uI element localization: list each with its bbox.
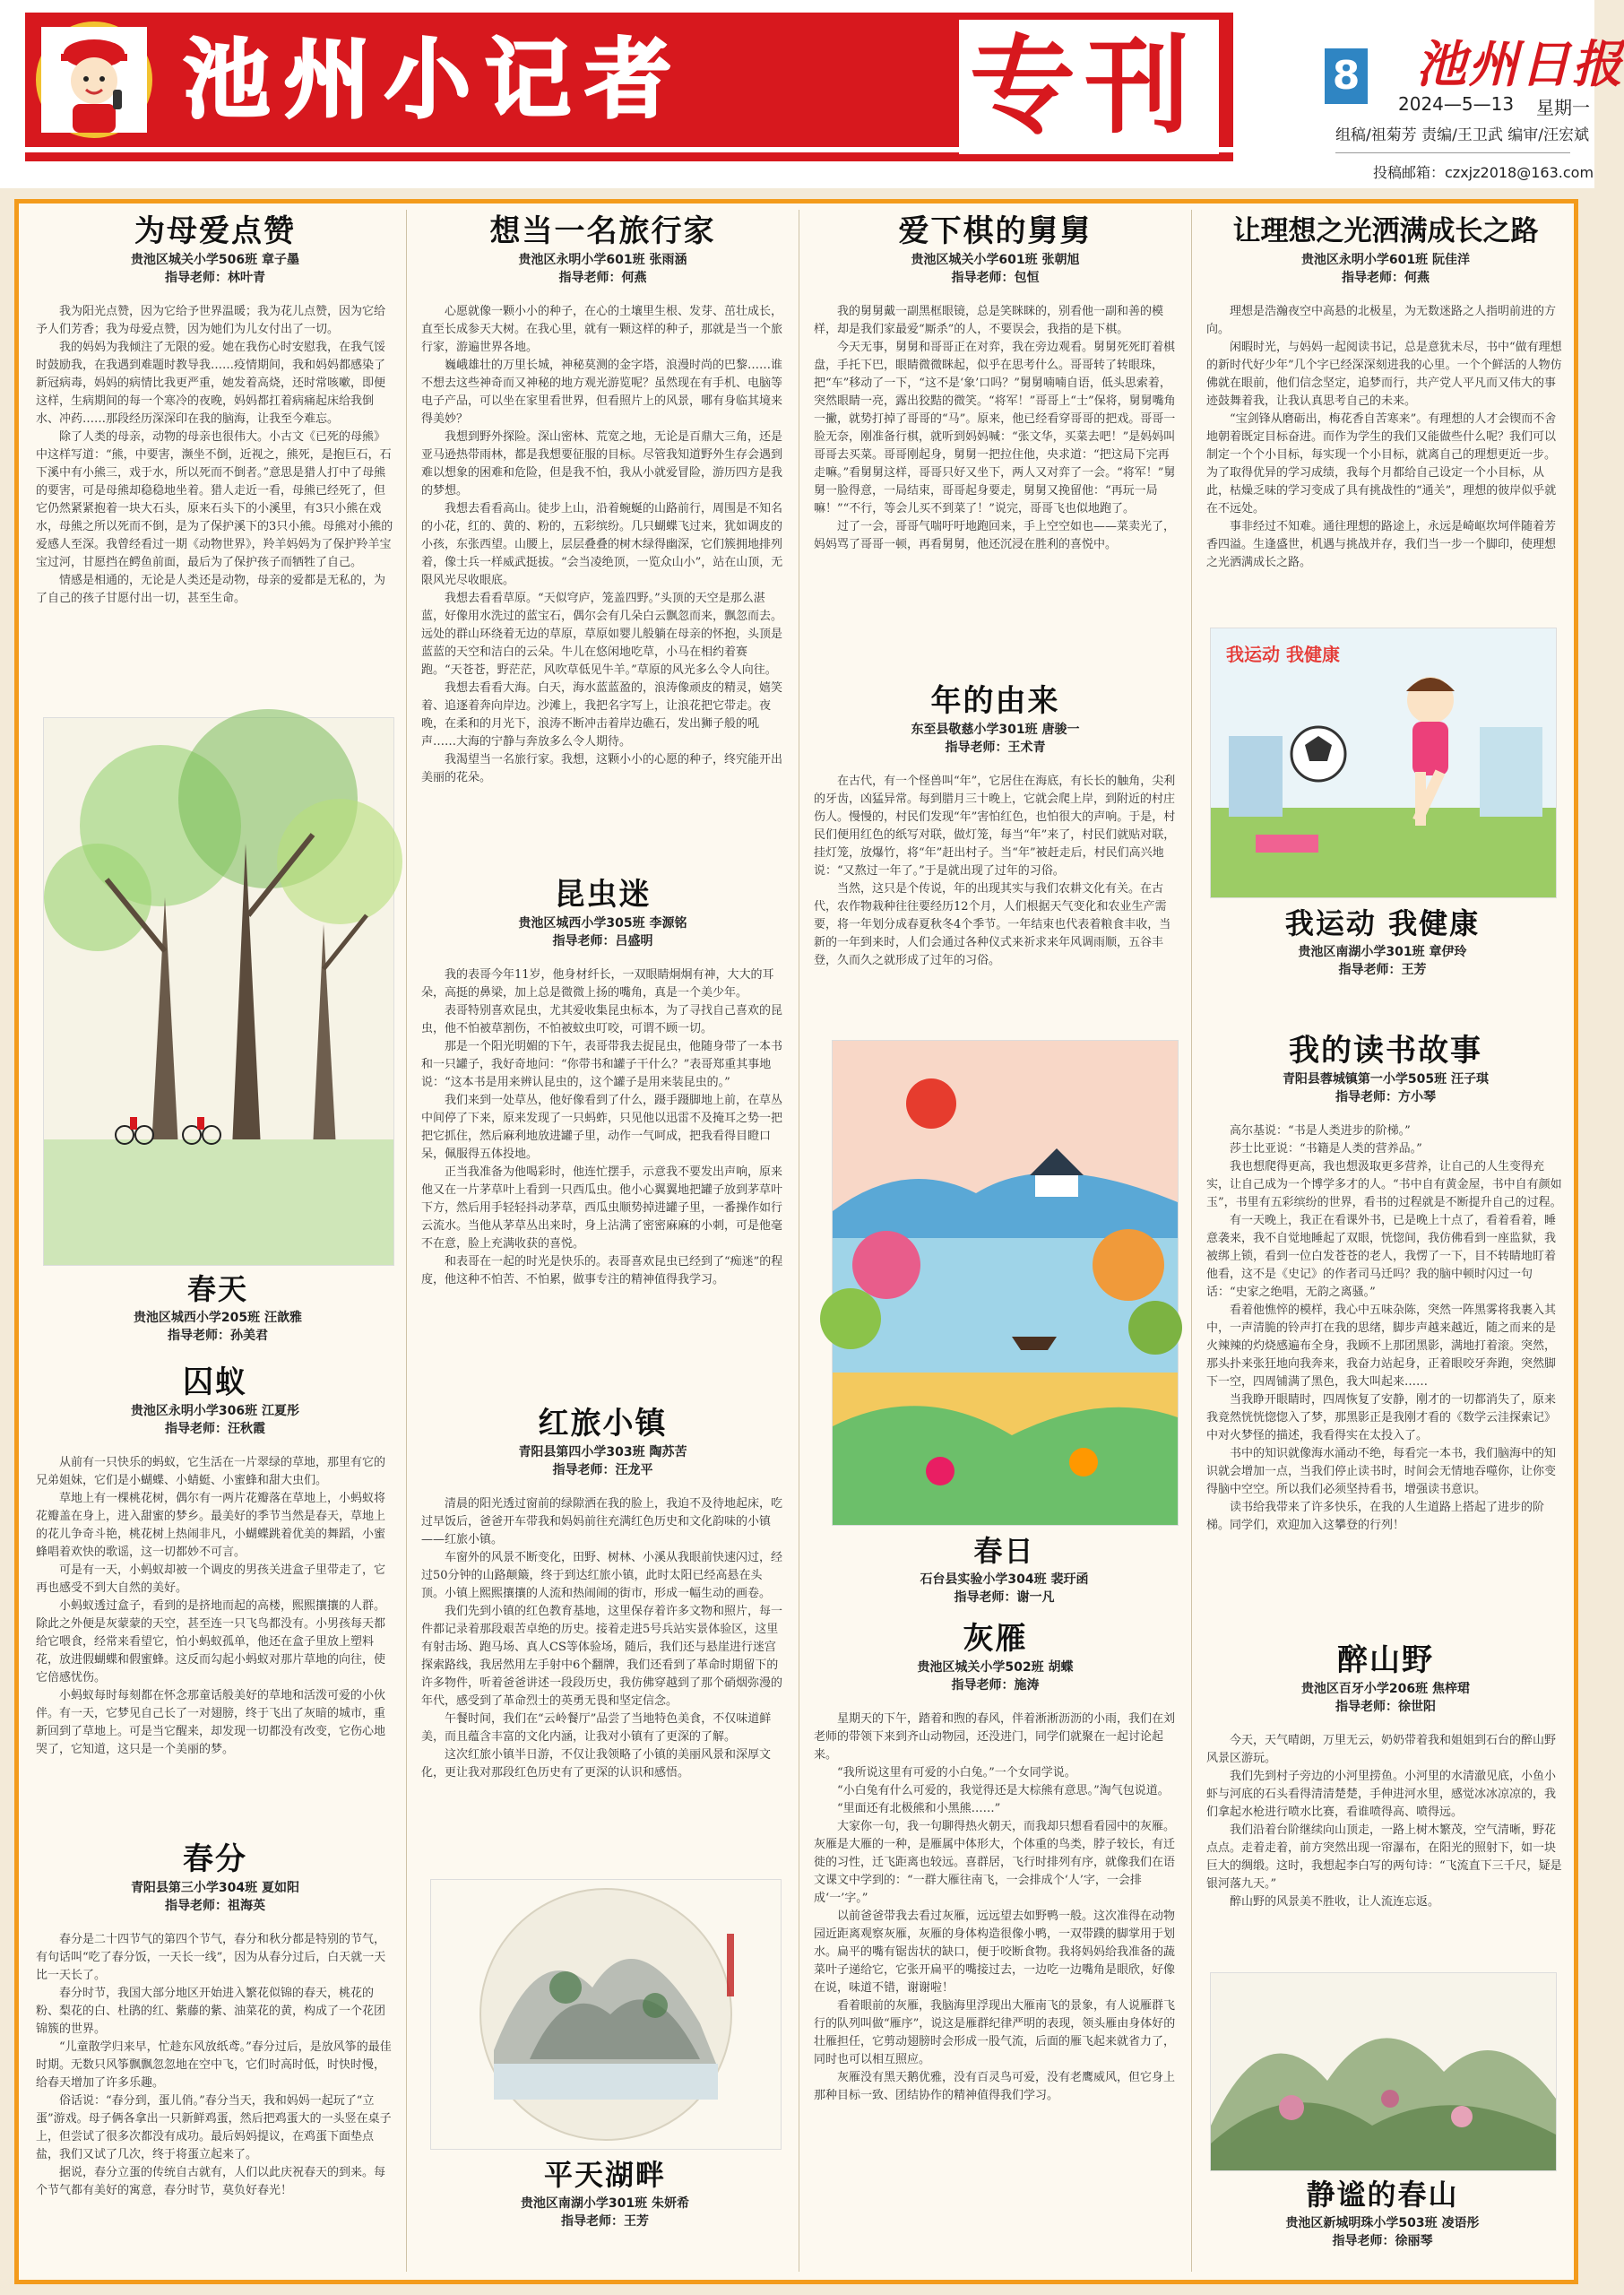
artwork-caption-lake <box>430 2155 780 2230</box>
artwork-title: 静谧的春山 <box>1306 2178 1459 2212</box>
paragraph: 正当我准备为他喝彩时，他连忙摆手，示意我不要发出声响，原来他又在一片茅草叶上看到一只西瓜虫。他小心翼翼地把罐子放到茅草叶下方，然后用手轻轻抖动茅草，西瓜虫顺势掉进罐子里，一番操作如行云流水。当他从茅草丛出来时，身上沾满了密密麻麻的小刺，可是他毫不在意，脸上充满收获的喜悦。 <box>421 1165 783 1251</box>
article-title: 为母爱点赞 <box>134 213 296 249</box>
paragraph: 我想去看看高山。徒步上山，沿着蜿蜒的山路前行，周围是不知名的小花，红的、黄的、粉的，五彩缤纷。几只蝴蝶飞过来，犹如调皮的小孩，东张西望。山腰上，层层叠叠的树木绿得幽深，它们簇拥地排列着，像士兵一样威武挺拔。“会当凌绝顶，一览众山小”，站在山顶，无限风光尽收眼底。 <box>421 502 783 587</box>
article-spring-equinox <box>36 1840 394 2288</box>
artwork-teacher: 指导老师：孙美君 <box>168 1329 268 1343</box>
paragraph: 可是有一天，小蚂蚁却被一个调皮的男孩关进盒子里带走了，它再也感受不到大自然的美好。 <box>36 1563 386 1595</box>
artwork-pingtian-lake <box>430 1879 782 2150</box>
paragraph: 今天无事，舅舅和哥哥正在对弈，我在旁边观看。舅舅死死盯着棋盘，手托下巴，眼睛微微眯起，似乎在思考什么。哥哥转了转眼珠，把“车”移动了一下，“这不是‘象’口吗？”舅舅喃喃自语，低头思索着，突然眼睛一亮，露出狡黠的微笑。“将军！”哥哥上“士”保将，舅舅嘴角一撇，就势打掉了哥哥的“马”。原来，他已经看穿哥哥的把戏。哥哥一脸无奈，刚准备行棋，就听到妈妈喊：“张文华，买菜去吧！”是妈妈叫哥哥去买菜。哥哥刚起身，舅舅一把拉住他，央求道：“把这局下完再走嘛。”看舅舅这样，哥哥只好又坐下，两人又对弈了一会。“将军！”舅舅一脸得意，一局结束，哥哥起身要走，舅舅又挽留他：“再玩一局嘛！”“不行，等会儿买不到菜了！”说完，哥哥飞也似地跑了。 <box>814 341 1176 515</box>
article-traveler <box>421 212 784 859</box>
article-body <box>36 303 394 688</box>
article-byline: 贵池区百牙小学206班 焦梓珺 <box>1300 1682 1471 1696</box>
article-mother-love <box>36 212 394 688</box>
paragraph: 俗话说：“春分到，蛋儿俏。”春分当天，我和妈妈一起玩了“立蛋”游戏。母子俩各拿出一只新鲜鸡蛋，然后把鸡蛋大的一头竖在桌子上，但尝试了很多次都没有成功。最后妈妈提议，在鸡蛋下面垫点盐，我们又试了几次，终于将蛋立起来了。 <box>36 2094 392 2161</box>
article-origin-of-nian <box>814 681 1177 1015</box>
paragraph: 清晨的阳光透过窗前的绿隙洒在我的脸上，我迫不及待地起床，吃过早饭后，爸爸开车带我和妈妈前往充满红色历史和文化韵味的小镇——红旅小镇。 <box>421 1497 783 1546</box>
article-body <box>814 773 1177 1015</box>
paragraph: 有一天晚上，我正在看课外书，已是晚上十点了，看着看着，睡意袭来，我不自觉地睡起了双眼，恍惚间，我仿佛看到一座监狱，我被绑上锁，看到一位白发苍苍的老人，我愣了一下，目不转睛地盯着他看，这不是《史记》的作者司马迁吗？我的脑中顿时闪过一句话：“史家之绝唱，无韵之离骚。” <box>1206 1214 1557 1299</box>
paragraph: 我的表哥今年11岁，他身材纤长，一双眼睛炯炯有神，大大的耳朵，高挺的鼻梁，加上总是微微上扬的嘴角，真是一个美少年。 <box>421 968 774 1000</box>
column-divider <box>1191 210 1192 2272</box>
article-byline: 青阳县第三小学304班 夏如阳 <box>130 1881 300 1895</box>
paragraph: 心愿就像一颗小小的种子，在心的土壤里生根、发芽、茁壮成长，直至长成参天大树。在我心里，就有一颗这样的种子，那就是当一个旅行家，游遍世界各地。 <box>421 305 783 354</box>
article-teacher: 指导老师：徐世阳 <box>1335 1700 1436 1714</box>
article-body <box>421 1495 784 1836</box>
artwork-caption-sports <box>1210 904 1555 979</box>
article-body <box>814 303 1177 697</box>
article-title: 我的读书故事 <box>1289 1033 1482 1069</box>
artwork-title: 我运动 我健康 <box>1284 906 1481 940</box>
paragraph: 草地上有一棵桃花树，偶尔有一两片花瓣落在草地上，小蚂蚁将花瓣盖在身上，进入甜蜜的梦乡。最美好的季节当然是春天，草地上的花儿争奇斗艳，桃花树上热闹非凡，小蝴蝶跳着优美的舞蹈，小蜜蜂唱着欢快的歌谣，这一切都妙不可言。 <box>36 1492 386 1559</box>
article-title: 春分 <box>183 1841 247 1877</box>
artwork-teacher: 指导老师：王芳 <box>1338 963 1427 977</box>
artwork-sports-health <box>1210 628 1557 898</box>
article-ideal-light <box>1206 212 1565 608</box>
article-body <box>1206 303 1565 608</box>
article-byline: 贵池区城关小学601班 张朝旭 <box>911 253 1080 267</box>
article-title: 醉山野 <box>1337 1642 1434 1678</box>
masthead <box>0 0 1624 188</box>
artwork-title: 春天 <box>186 1272 248 1306</box>
article-byline: 青阳县第四小学303班 陶苏苦 <box>518 1445 687 1459</box>
paragraph: 这次红旅小镇半日游，不仅让我领略了小镇的美丽风景和深厚文化，更让我对那段红色历史有了更深的认识和感悟。 <box>421 1748 772 1780</box>
paragraph: 书中的知识就像海水涌动不绝，每看完一本书，我们脑海中的知识就会增加一点，当我们停止读书时，时间会无情地吞噬你，让你变得脑中空空。所以我们必须坚持看书，增强读书意识。 <box>1206 1447 1557 1496</box>
paragraph: 我想去看看大海。白天，海水蓝蓝盈的，浪涛像顽皮的精灵，嬉笑着、追逐着奔向岸边。沙滩上，我把名字写上，让浪花把它带走。夜晚，在柔和的月光下，浪涛不断冲击着岸边礁石，发出狮子般的吼声……大海的宁静与奔放多么令人期待。 <box>421 681 783 749</box>
article-teacher: 指导老师：林叶青 <box>165 271 265 285</box>
paragraph: 我也想爬得更高，我也想汲取更多营养，让自己的人生变得充实，让自己成为一个博学多才的人。“书中自有黄金屋，书中自有颜如玉”，书里有五彩缤纷的世界，看书的过程就是不断提升自己的过程。 <box>1206 1160 1562 1209</box>
article-red-town <box>421 1404 784 1836</box>
paragraph: 当我睁开眼睛时，四周恢复了安静，刚才的一切都消失了，原来我竟然恍恍惚惚入了梦，那黑影正是我刚才看的《数学云洼探索记》中对火梦怪的描述，我看得实在太投入了。 <box>1206 1393 1557 1442</box>
paragraph: 那是一个阳光明媚的下午，表哥带我去捉昆虫，他随身带了一本书和一只罐子，我好奇地问：“你带书和罐子干什么？”表哥郑重其事地说：“这本书是用来辨认昆虫的，这个罐子是用来装昆虫的。” <box>421 1040 783 1089</box>
artwork-teacher: 指导老师：徐丽琴 <box>1332 2234 1433 2248</box>
artwork-title: 平天湖畔 <box>543 2158 666 2192</box>
submission-email: 投稿邮箱：czxjz2018@163.com <box>1373 164 1594 181</box>
article-byline: 青阳县蓉城镇第一小学505班 汪子琪 <box>1282 1072 1490 1087</box>
article-body <box>1206 1732 1565 1965</box>
divider <box>1335 152 1570 153</box>
paragraph: 今天，天气晴朗，万里无云，奶奶带着我和姐姐到石台的醉山野风景区游玩。 <box>1206 1734 1557 1765</box>
column-title: 池州小记者 <box>184 29 686 130</box>
article-body <box>36 1454 394 1849</box>
artwork-byline: 贵池区新城明珠小学503班 凌语彤 <box>1285 2216 1480 2230</box>
paragraph: 午餐时间，我们在“云岭餐厅”品尝了当地特色美食，不仅味道鲜美，而且蕴含丰富的文化内涵，让我对小镇有了更深的了解。 <box>421 1712 772 1744</box>
paragraph: 闲暇时光，与妈妈一起阅读书记，总是意犹未尽，书中“做有理想的新时代好少年”几个字已经深深刻进我的心里。一个个鲜活的人物仿佛就在眼前，他们信念坚定，追梦而行，共产党人平凡而又伟大的事迹鼓舞着我，让我认真思考自己的未来。 <box>1206 341 1562 408</box>
article-body <box>421 966 784 1361</box>
article-teacher: 指导老师：包恒 <box>951 271 1040 285</box>
editor-credits: 组稿/祖菊芳 责编/王卫武 编审/汪宏斌 <box>1335 126 1589 144</box>
article-teacher: 指导老师：汪龙平 <box>552 1463 653 1477</box>
paragraph: 我们来到一处草丛，他好像看到了什么，蹑手蹑脚地上前，在草丛中间停了下来，原来发现了一只蚂蚱，只见他以迅雷不及掩耳之势一把把它抓住，然后麻利地放进罐子里，动作一气呵成，把我看得目瞪口呆，佩服得五体投地。 <box>421 1094 783 1161</box>
article-teacher: 指导老师：吕盛明 <box>552 934 653 948</box>
article-byline: 贵池区城关小学502班 胡蝶 <box>917 1660 1074 1675</box>
article-byline: 东至县敬慈小学301班 唐骏一 <box>911 723 1080 737</box>
artwork-caption-spring-day <box>832 1531 1177 1606</box>
article-byline: 贵池区城西小学305班 李源铭 <box>518 916 687 931</box>
paragraph: “里面还有北极熊和小黑熊……” <box>837 1802 1001 1815</box>
article-drunk-in-hills <box>1206 1641 1565 1965</box>
paragraph: 看着眼前的灰雁，我脑海里浮现出大雁南飞的景象，有人说雁群飞行的队列叫做“雁序”，说这是雁群纪律严明的表现，领头雁由身体好的壮雁担任，它剪动翅膀时会形成一股气流，后面的雁飞起来就省力了，同时也可以相互照应。 <box>814 1999 1176 2066</box>
article-insect-fan <box>421 875 784 1361</box>
paragraph: 我为阳光点赞，因为它给予世界温暖；我为花儿点赞，因为它给予人们芳香；我为母爱点赞，因为她们为儿女付出了一切。 <box>36 305 386 336</box>
paragraph: 我想去看看草原。“天似穹庐，笼盖四野。”头顶的天空是那么湛蓝，好像用水洗过的蓝宝石，偶尔会有几朵白云飘忽而来，飘忽而去。远处的群山环绕着无边的草原，草原如婴儿般躺在母亲的怀抱，头顶是蓝蓝的天空和洁白的云朵。牛儿在悠闲地吃草，小马在相约着赛跑。“天苍苍，野茫茫，风吹草低见牛羊。”草原的风光多么令人向往。 <box>421 592 783 677</box>
article-title: 红旅小镇 <box>538 1406 668 1442</box>
paragraph: 小蚂蚁透过盒子，看到的是挤地而起的高楼，熙熙攘攘的人群。除此之外便是灰蒙蒙的天空，甚至连一只飞鸟都没有。小男孩每天都给它喂食，经常来看望它，怕小蚂蚁孤单，他还在盒子里放上塑料花，放进假蝴蝶和假蜜蜂。这反而勾起小蚂蚁对那片草地的向往，使它倍感忧伤。 <box>36 1599 386 1684</box>
paragraph: 从前有一只快乐的蚂蚁，它生活在一片翠绿的草地，那里有它的兄弟姐妹，它们是小蝴蝶、小蜻蜓、小蜜蜂和甜大虫们。 <box>36 1456 386 1487</box>
paragraph: “儿童散学归来早，忙趁东风放纸鸢。”春分过后，是放风筝的最佳时期。无数只风筝飘飘忽忽地在空中飞，它们时高时低，时快时慢，给春天增加了许多乐趣。 <box>36 2040 392 2090</box>
artwork-byline: 贵池区城西小学205班 汪歆雅 <box>133 1311 303 1325</box>
article-grey-goose <box>814 1619 1177 2230</box>
artwork-byline: 贵池区南湖小学301班 章伊玲 <box>1298 945 1467 959</box>
paragraph: 过了一会，哥哥气喘吁吁地跑回来，手上空空如也——菜卖光了，妈妈骂了哥哥一顿，再看舅舅，他还沉浸在胜利的喜悦中。 <box>814 520 1176 551</box>
paragraph: 我们先到村子旁边的小河里捞鱼。小河里的水清澈见底，小鱼小虾与河底的石头看得清清楚楚，手伸进河水里，感觉冰冰凉凉的，我们拿起水枪进行喷水比赛，看谁喷得高、喷得远。 <box>1206 1770 1557 1819</box>
artwork-spring-trees <box>43 717 394 1266</box>
article-title: 灰雁 <box>963 1621 1028 1657</box>
paragraph: 以前爸爸带我去看过灰雁，远远望去如野鸭一般。这次准得在动物园近距离观察灰雁，灰雁的身体构造很像小鸭，一双带蹼的脚掌用于划水。扁平的嘴有锯齿状的缺口，便于咬断食物。我将妈妈给我准备的蔬菜叶子递给它，它张开扁平的嘴接过去，一边吃一边嘴角是眼欣，好像在说，味道不错，谢谢啦！ <box>814 1910 1176 1995</box>
paragraph: 理想是浩瀚夜空中高悬的北极星，为无数迷路之人指明前进的方向。 <box>1206 305 1557 336</box>
article-teacher: 指导老师：施涛 <box>951 1678 1040 1693</box>
paragraph: 我想到野外探险。深山密林、荒宽之地，无论是百鼎大三角，还是亚马逊热带雨林，都是我想要征服的目标。尽管我知道野外生存会遇到难以想象的困难和危险，但是我不怕，我从小就爱冒险，游历四方是我的梦想。 <box>421 430 783 498</box>
artwork-title: 春日 <box>973 1534 1035 1568</box>
article-byline: 贵池区永明小学306班 江夏彤 <box>130 1404 300 1418</box>
paragraph: 我渴望当一名旅行家。我想，这颗小小的心愿的种子，终究能开出美丽的花朵。 <box>421 753 783 784</box>
article-title: 爱下棋的舅舅 <box>898 213 1093 249</box>
paragraph: 据说，春分立蛋的传统自古就有，人们以此庆祝春天的到来。每个节气都有美好的寓意，春分时节，莫负好春光！ <box>36 2166 386 2197</box>
paragraph: 大家你一句，我一句聊得热火朝天，而我却只想看看园中的灰雁。灰雁是大雁的一种，是雁属中体形大，个体重的鸟类，脖子较长，有迁徙的习性，迁飞距离也较远。喜群居，飞行时排列有序，就像我们在语文课文中学到的：“一群大雁往南飞，一会排成个‘人’字，一会排成‘一’字。” <box>814 1820 1176 1905</box>
article-teacher: 指导老师：何燕 <box>558 271 647 285</box>
paragraph: 小蚂蚁每时每刻都在怀念那童话般美好的草地和活泼可爱的小伙伴。有一天，它梦见自己长了一对翅膀，终于飞出了灰暗的城市，重新回到了草地上。可是当它醒来，却发现一切都没有改变，它伤心地哭了，它知道，这只是一个美丽的梦。 <box>36 1689 386 1756</box>
article-reading-story <box>1206 1031 1565 1678</box>
artwork-quiet-spring-hills <box>1210 1972 1557 2171</box>
paragraph: 表哥特别喜欢昆虫，尤其爱收集昆虫标本，为了寻找自己喜欢的昆虫，他不怕被草割伤，不怕被蚊虫叮咬，可谓不顾一切。 <box>421 1004 783 1035</box>
publication-date: 2024—5—13 <box>1398 93 1515 115</box>
article-title: 让理想之光洒满成长之路 <box>1232 215 1539 247</box>
paragraph: 我的妈妈为我倾注了无限的爱。她在我伤心时安慰我，在我气馁时鼓励我，在我遇到难题时教导我……疫情期间，我和妈妈都感染了新冠病毒，妈妈的病情比我更严重，她发着高烧，还时常咳嗽，即便这样，生病期间的每一个寒冷的夜晚，妈妈都扛着病痛起床给我倒水、冲药……那段经历深深印在我的脑海，让我至今难忘。 <box>36 341 386 426</box>
artwork-byline: 贵池区南湖小学301班 朱妍希 <box>520 2196 690 2211</box>
paragraph: 看着他憔悴的模样，我心中五味杂陈，突然一阵黑雾将我裹入其中，一声清脆的铃声打在我的思绪，脚步声越来越近，随之而来的是火辣辣的灼烧感遍布全身，我顾不上那团黑影，满地打着滚。突然，那头扑来张狂地向我奔来，我奋力站起身，正着眼咬牙奔跑，突然脚下一空，四周铺满了黑色，我大叫起来…… <box>1206 1303 1557 1389</box>
reporter-mascot-icon <box>36 22 152 138</box>
page-number: 8 <box>1325 48 1368 104</box>
article-teacher: 指导老师：汪秋霞 <box>165 1422 265 1436</box>
article-body <box>814 1710 1177 2230</box>
paragraph: “宝剑锋从磨砺出，梅花香自苦寒来”。有理想的人才会锲而不舍地朝着既定目标奋进。而作为学生的我们又能做些什么呢？我们可以制定一个个小目标，每实现一个小目标，就离自己的理想更近一步。为了取得优异的学习成绩，我每个月都给自己设定一个小目标，从此，枯燥乏味的学习变成了具有挑战性的“通关”，理想的彼岸似乎就在不远处。 <box>1206 412 1557 515</box>
artwork-banner: 我运动 我健康 <box>1226 644 1340 665</box>
column-divider <box>406 210 407 2272</box>
paragraph: 事非经过不知难。通往理想的路途上，永远是崎岖坎坷伴随着芳香四溢。生逢盛世，机遇与挑战并存，我们当一步一个脚印，使理想之光洒满成长之路。 <box>1206 520 1557 569</box>
paragraph: 车窗外的风景不断变化，田野、树林、小溪从我眼前快速闪过，经过50分钟的山路颠簸，终于到达红旅小镇，此时太阳已经高悬在头顶。小镇上熙熙攘攘的人流和热闹闹的街市，形成一幅生动的画卷。 <box>421 1551 783 1600</box>
paragraph: “我所说这里有可爱的小白兔。”一个女同学说。 <box>837 1766 1076 1780</box>
article-title: 昆虫迷 <box>554 877 652 913</box>
artwork-teacher: 指导老师：王芳 <box>561 2214 649 2229</box>
paragraph: 当然，这只是个传说，年的出现其实与我们农耕文化有关。在古代，农作物栽种往往要经历12个月，人们根据天气变化和农业生产需要，将一年划分成春夏秋冬4个季节。一年结束也代表着粮食丰收，当新的一年到来时，人们会通过各种仪式来祈求来年风调雨顺，五谷丰登，久而久之就形成了过年的习俗。 <box>814 882 1171 967</box>
paragraph: 春分是二十四节气的第四个节气，春分和秋分都是特别的节气，有句话叫“吃了春分饭，一天长一线”，因为从春分过后，白天就一天比一天长了。 <box>36 1933 386 1982</box>
paragraph: “小白兔有什么可爱的，我觉得还是大棕熊有意思。”淘气包说道。 <box>837 1784 1170 1797</box>
weekday: 星期一 <box>1536 97 1590 118</box>
article-caged-ant <box>36 1363 394 1849</box>
article-byline: 贵池区永明小学601班 张雨涵 <box>518 253 687 267</box>
paragraph: 除了人类的母亲，动物的母亲也很伟大。小古文《已死的母熊》中这样写道：“熊，中要害，濒坐不倒，近视之，熊死，是抱巨石，石下溪中有小熊三，戏于水，所以死而不倒者。”意思是猎人打中了母熊的要害，可是母熊却稳稳地坐着。猎人走近一看，母熊已经死了，但它仍然紧紧抱着一块大石头，原来石头下的小溪里，有3只小熊在戏水，母熊之所以死而不倒，是为了保护溪下的3只小熊。母熊对小熊的爱感人至深。我曾经看过一期《动物世界》，羚羊妈妈为了保护羚羊宝宝过河，甘愿挡在鳄鱼前面，最后为了保护孩子而牺牲了自己。 <box>36 430 393 569</box>
artwork-caption-spring <box>43 1269 393 1345</box>
paragraph: 在古代，有一个怪兽叫“年”，它居住在海底，有长长的触角，尖利的牙齿，凶猛异常。每到腊月三十晚上，它就会爬上岸，到附近的村庄伤人。慢慢的，村民们发现“年”害怕红色，也怕很大的声响。于是，村民们便用红色的纸写对联，做灯笼，每当“年”来了，村民们就贴对联，挂灯笼，放爆竹，将“年”赶出村子。当“年”被赶走后，村民们高兴地说：“又熬过一年了。”于是就出现了过年的习俗。 <box>814 775 1176 878</box>
paragraph: 和表哥在一起的时光是快乐的。表哥喜欢昆虫已经到了“痴迷”的程度，他这种不怕苦、不怕累，做事专注的精神值得我学习。 <box>421 1255 783 1286</box>
artwork-teacher: 指导老师：谢一凡 <box>954 1590 1055 1605</box>
article-byline: 贵池区城关小学506班 章子墨 <box>130 253 300 267</box>
article-title: 囚蚁 <box>183 1364 247 1400</box>
newspaper-logo: 池州日报 <box>1416 35 1624 94</box>
artwork-spring-day <box>832 1040 1179 1526</box>
paragraph: 高尔基说：“书是人类进步的阶梯。” <box>1230 1124 1411 1138</box>
paragraph: 春分时节，我国大部分地区开始进入繁花似锦的春天，桃花的粉、梨花的白、杜鹃的红、紫藤的紫、油菜花的黄，构成了一个花团锦簇的世界。 <box>36 1987 386 2036</box>
paragraph: 灰雁没有黑天鹅优雅，没有百灵鸟可爱，没有老鹰威风，但它身上那种目标一致、团结协作的精神值得我们学习。 <box>814 2071 1176 2102</box>
article-body <box>1206 1122 1565 1678</box>
paragraph: 莎士比亚说：“书籍是人类的营养品。” <box>1230 1142 1422 1156</box>
artwork-caption-spring-hills <box>1210 2175 1555 2250</box>
paragraph: 情感是相通的，无论是人类还是动物，母亲的爱都是无私的，为了自己的孩子甘愿付出一切，甚至生命。 <box>36 574 386 605</box>
article-teacher: 指导老师：方小琴 <box>1335 1090 1436 1104</box>
paragraph: 我们沿着台阶继续向山顶走，一路上树木繁茂，空气清晰，野花点点。走着走着，前方突然出现一帘瀑布，在阳光的照射下，如一块巨大的绸缎。这时，我想起李白写的两句诗：“飞流直下三千尺，疑是银河落九天。” <box>1206 1823 1562 1891</box>
paragraph: 醉山野的风景美不胜收，让人流连忘返。 <box>1230 1895 1440 1909</box>
article-byline: 贵池区永明小学601班 阮佳洋 <box>1300 253 1471 267</box>
article-body <box>36 1931 394 2288</box>
article-title: 年的由来 <box>930 683 1060 719</box>
article-chess-uncle <box>814 212 1177 697</box>
paragraph: 巍峨雄壮的万里长城，神秘莫测的金字塔，浪漫时尚的巴黎……谁不想去这些神奇而又神秘的地方观光游览呢？虽然现在有手机、电脑等电子产品，可以坐在家里看世界，但看照片上的风景，哪有身临其境来得美妙？ <box>421 359 783 426</box>
paragraph: 星期天的下午，踏着和煦的春风，伴着淅淅沥沥的小雨，我们在刘老师的带领下来到齐山动物园，还没进门，同学们就聚在一起讨论起来。 <box>814 1712 1176 1762</box>
article-teacher: 指导老师：何燕 <box>1342 271 1430 285</box>
paragraph: 我的舅舅戴一副黑框眼镜，总是笑眯眯的，别看他一副和善的模样，却是我们家最爱“厮杀”的人，不要误会，我指的是下棋。 <box>814 305 1164 336</box>
artwork-byline: 石台县实验小学304班 裴玗函 <box>920 1572 1089 1587</box>
article-teacher: 指导老师：祖海英 <box>165 1899 265 1913</box>
article-body <box>421 303 784 859</box>
paragraph: 读书给我带来了许多快乐，在我的人生道路上搭起了进步的阶梯。同学们，欢迎加入这攀登的行列！ <box>1206 1501 1545 1532</box>
paragraph: 我们先到小镇的红色教育基地，这里保存着许多文物和照片，每一件都记录着那段艰苦卓绝的历史。接着走进5号兵站实景体验区，这里有射击场、跑马场、真人CS等体验场，随后，我们还与悬崖进行迷宫探索路线，我居然用左手射中6个翻牌，我们还看到了革命时期留下的许多物件，听着爸爸讲述一段段历史，我仿佛穿越到了那个硝烟弥漫的年代，感受到了革命烈士的英勇无畏和坚定信念。 <box>421 1605 783 1708</box>
special-issue-label: 专刊 <box>970 23 1200 148</box>
article-title: 想当一名旅行家 <box>489 213 716 249</box>
article-teacher: 指导老师：王术青 <box>945 740 1046 755</box>
